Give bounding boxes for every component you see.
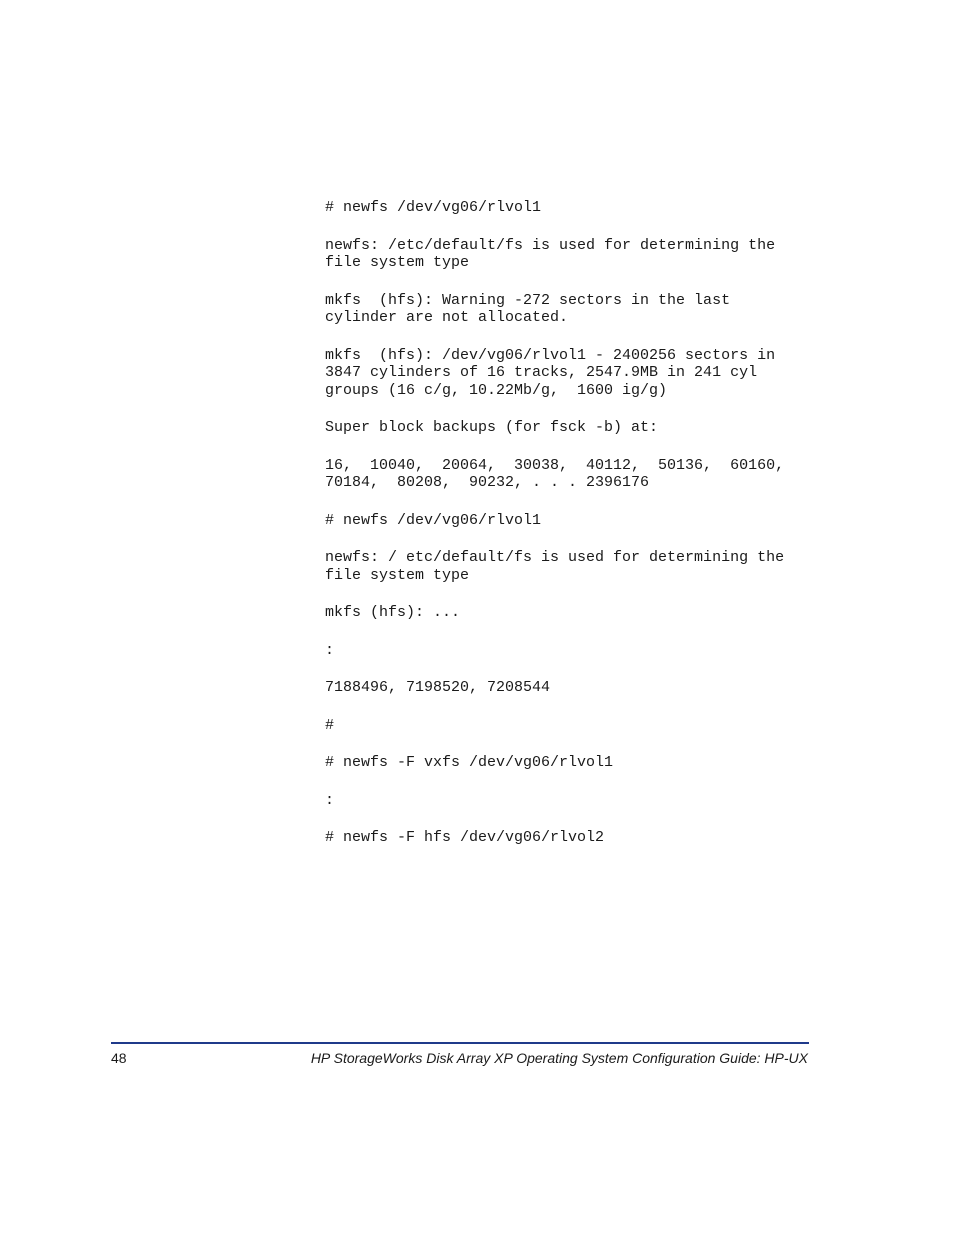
code-paragraph <box>325 792 825 810</box>
code-line: file system type <box>325 566 470 584</box>
code-line: # newfs -F vxfs /dev/vg06/rlvol1 <box>325 754 614 771</box>
code-paragraph <box>325 717 825 735</box>
running-footer-title: HP StorageWorks Disk Array XP Operating System Configuration Guide: HP-UX <box>310 1050 808 1066</box>
code-line: file system type <box>325 254 470 271</box>
code-paragraph <box>325 292 825 327</box>
code-line: newfs: / etc/default/fs is used for determining the <box>325 549 785 566</box>
code-paragraph <box>325 829 825 847</box>
code-line: cylinder are not allocated. <box>325 309 569 326</box>
code-line: Super block backups (for fsck -b) at: <box>325 419 659 436</box>
code-line: : <box>325 791 335 809</box>
code-paragraph <box>325 549 825 584</box>
code-paragraph <box>325 604 825 622</box>
code-line: # <box>325 716 335 734</box>
code-paragraph <box>325 512 825 530</box>
code-line: # newfs -F hfs /dev/vg06/rlvol2 <box>325 829 605 846</box>
code-line: mkfs (hfs): /dev/vg06/rlvol1 - 2400256 sectors in <box>325 346 776 364</box>
code-paragraph <box>325 419 825 437</box>
code-line: : <box>325 641 335 659</box>
code-line: # newfs /dev/vg06/rlvol1 <box>325 199 542 216</box>
code-paragraph <box>325 237 825 272</box>
code-line: mkfs (hfs): ... <box>325 604 461 621</box>
code-paragraph <box>325 347 825 400</box>
code-line: 16, 10040, 20064, 30038, 40112, 50136, 60160, <box>325 456 785 474</box>
code-line: groups (16 c/g, 10.22Mb/g, 1600 ig/g) <box>325 381 668 399</box>
code-line: # newfs /dev/vg06/rlvol1 <box>325 511 542 529</box>
code-paragraph <box>325 679 825 697</box>
code-line: mkfs (hfs): Warning -272 sectors in the last <box>325 291 731 309</box>
code-paragraph <box>325 754 825 772</box>
code-line: newfs: /etc/default/fs is used for determining the <box>325 236 776 254</box>
command-output-block <box>325 199 825 847</box>
code-paragraph <box>325 199 825 217</box>
code-line: 3847 cylinders of 16 tracks, 2547.9MB in 241 cyl <box>325 364 758 381</box>
code-line: 7188496, 7198520, 7208544 <box>325 679 551 696</box>
page-number: 48 <box>111 1050 127 1066</box>
footer-rule <box>111 1042 809 1044</box>
code-paragraph <box>325 457 825 492</box>
code-line: 70184, 80208, 90232, . . . 2396176 <box>325 474 650 491</box>
code-paragraph <box>325 642 825 660</box>
